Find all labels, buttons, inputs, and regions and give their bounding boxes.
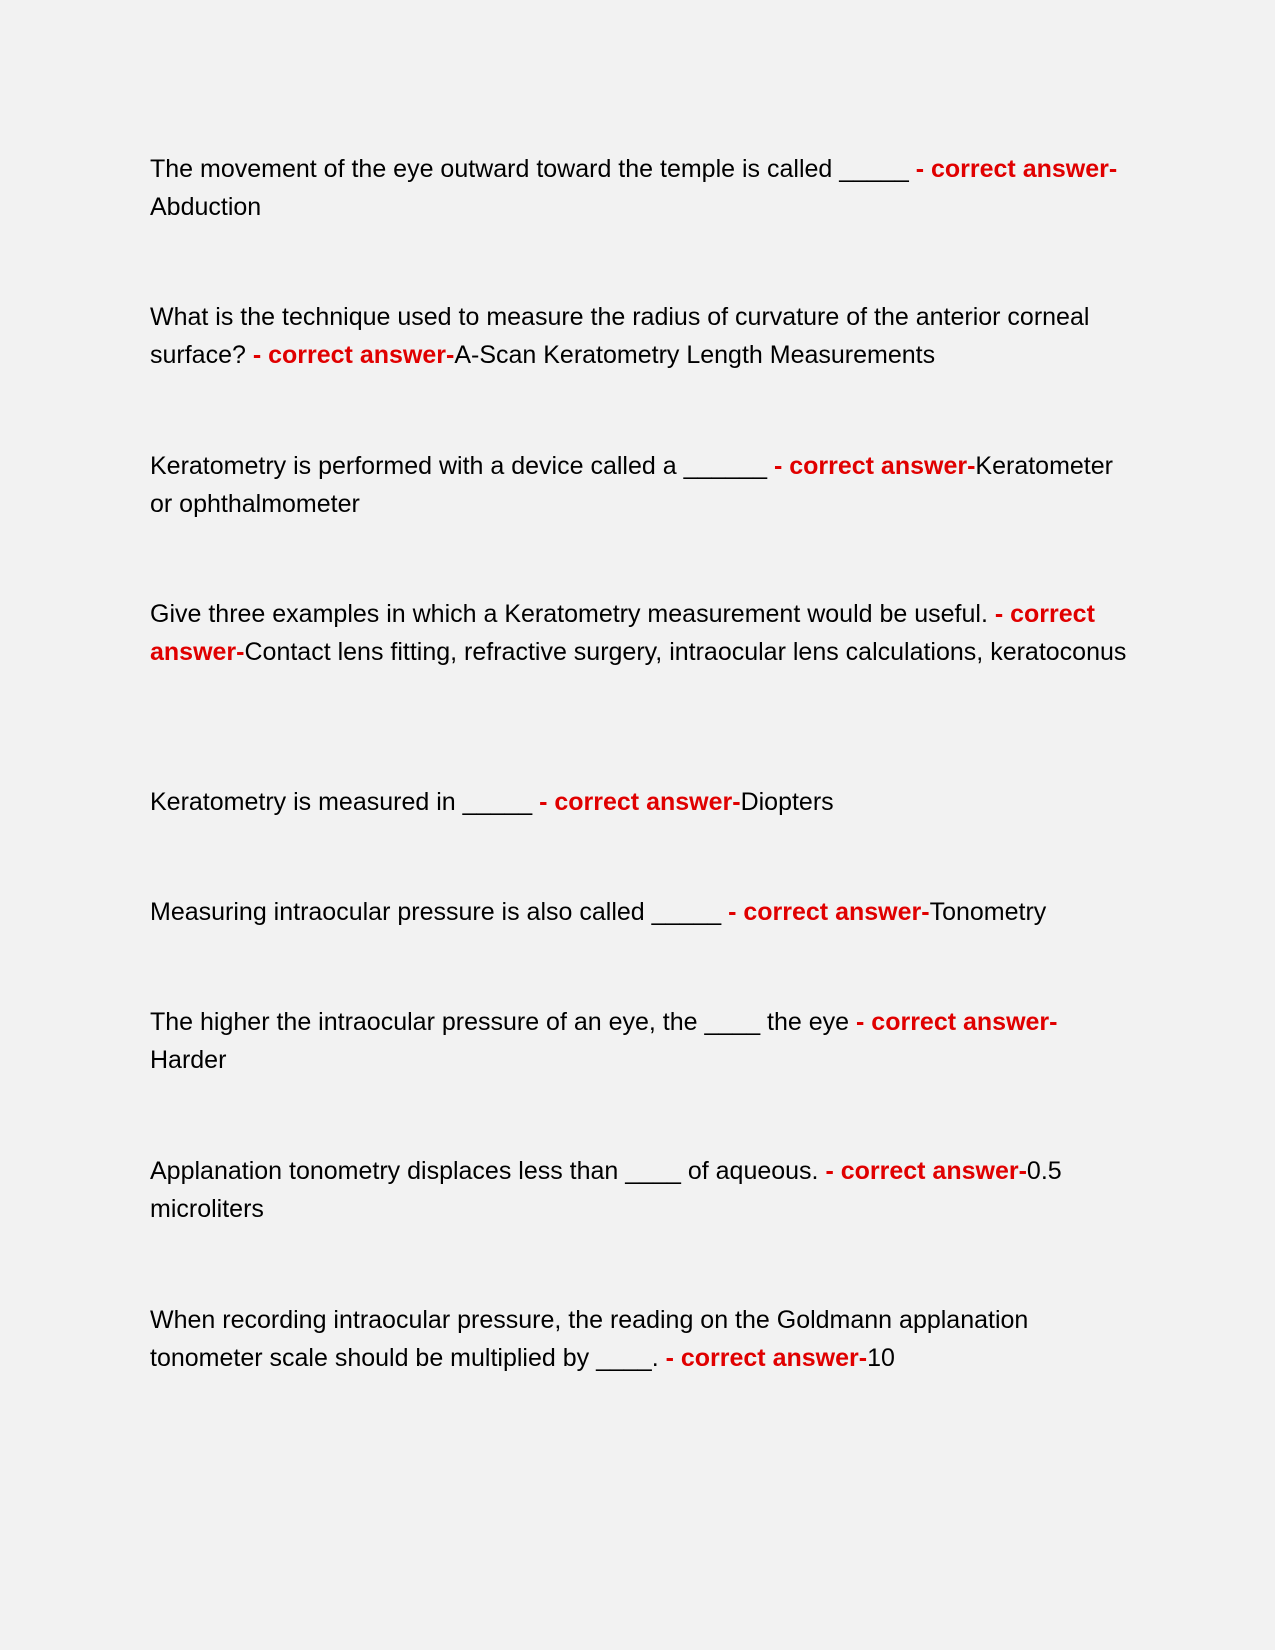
answer-text: 0.5 microliters [150, 1157, 1062, 1223]
question-text: Measuring intraocular pressure is also called _____ [150, 898, 729, 926]
correct-answer-marker: - correct answer- [150, 600, 1095, 666]
question-text: The higher the intraocular pressure of an eye, the ____ the eye [150, 1008, 857, 1036]
question-text: Keratometry is measured in _____ [150, 788, 540, 816]
answer-text: Harder [150, 1046, 227, 1074]
question-text: Give three examples in which a Keratometry measurement would be useful. [150, 600, 995, 628]
qa-item-2 [150, 298, 1130, 374]
qa-item-4 [150, 595, 1130, 671]
correct-answer-marker: - correct answer- [665, 1344, 868, 1372]
answer-text: 10 [867, 1344, 895, 1372]
correct-answer-marker: - correct answer- [773, 452, 976, 480]
qa-item-7 [150, 1003, 1130, 1079]
answer-text: Abduction [150, 193, 262, 221]
answer-text: Contact lens fitting, refractive surgery, intraocular lens calculations, keratoconus [244, 638, 1127, 666]
correct-answer-marker: - correct answer- [252, 341, 455, 369]
question-text: What is the technique used to measure the radius of curvature of the anterior corneal surface? [150, 303, 1090, 369]
correct-answer-marker: - correct answer- [539, 788, 741, 816]
qa-item-1 [150, 150, 1130, 226]
question-text: When recording intraocular pressure, the reading on the Goldmann applanation tonometer scale should be multiplied by ____. [150, 1306, 1029, 1372]
question-text: Keratometry is performed with a device called a ______ [150, 452, 774, 480]
question-text: Applanation tonometry displaces less than ____ of aqueous. [150, 1157, 826, 1185]
correct-answer-marker: - correct answer- [856, 1008, 1058, 1036]
answer-text: Diopters [740, 788, 834, 816]
qa-item-9 [150, 1301, 1130, 1377]
answer-text: Keratometer or ophthalmometer [150, 452, 1113, 518]
qa-item-6 [150, 893, 1130, 931]
correct-answer-marker: - correct answer- [728, 898, 930, 926]
answer-text: Tonometry [929, 898, 1047, 926]
qa-item-8 [150, 1152, 1130, 1228]
answer-text: A-Scan Keratometry Length Measurements [454, 341, 936, 369]
question-text: The movement of the eye outward toward the temple is called _____ [150, 155, 916, 183]
correct-answer-marker: - correct answer- [915, 155, 1118, 183]
correct-answer-marker: - correct answer- [825, 1157, 1027, 1185]
qa-item-5 [150, 783, 1130, 821]
qa-item-3 [150, 447, 1130, 523]
